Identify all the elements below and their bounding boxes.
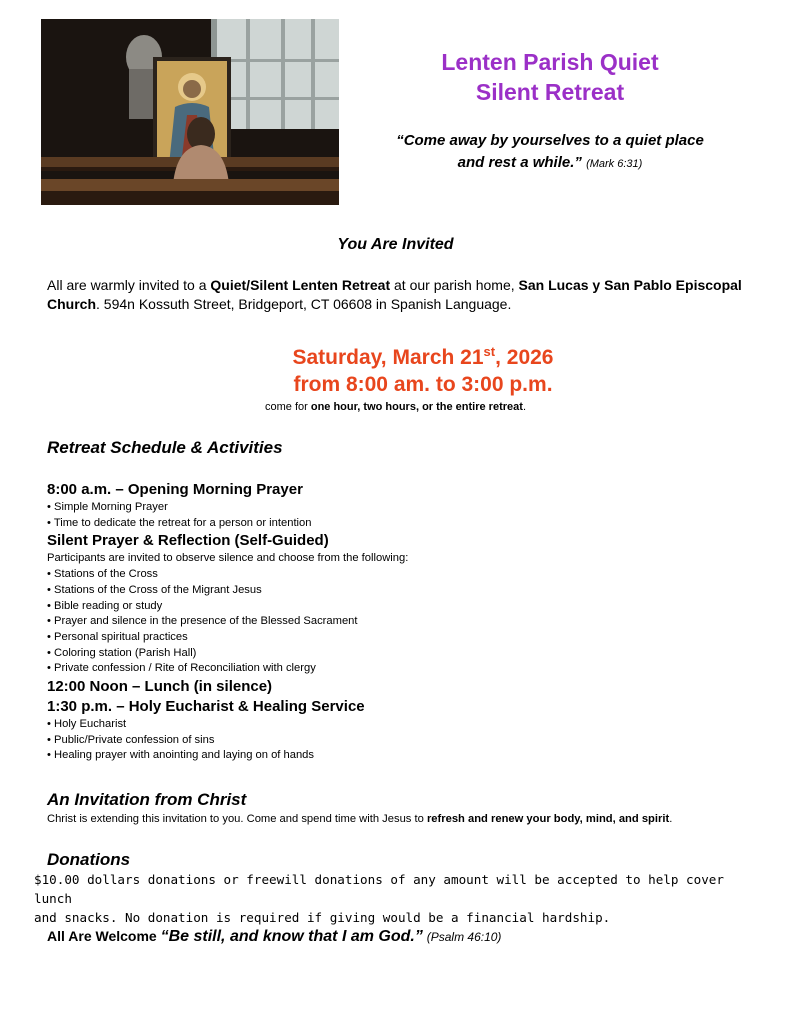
list-item: • Personal spiritual practices <box>47 630 188 643</box>
schedule-heading: Retreat Schedule & Activities <box>47 438 283 457</box>
eucharist-title: 1:30 p.m. – Holy Eucharist & Healing Service <box>47 698 365 716</box>
invite-paragraph: All are warmly invited to a Quiet/Silent Lenten Retreat at our parish home, San Lucas y San Pablo Episcopal Church. 594n Kossuth Street, Bridgeport, CT 06608 in Spanish Language. <box>47 277 742 312</box>
lunch-title: 12:00 Noon – Lunch (in silence) <box>47 678 273 696</box>
donations-line-2: and snacks. No donation is required if giving would be a financial hardship. <box>34 910 611 925</box>
donations-heading: Donations <box>47 850 131 869</box>
donations-line-1: $10.00 dollars donations or freewill donations of any amount will be accepted to help cover lunch <box>34 872 724 906</box>
event-date: Saturday, March 21st, 2026 <box>292 344 554 369</box>
schedule-list <box>47 480 767 764</box>
closing-reference: (Psalm 46:10) <box>426 930 502 944</box>
quote-reference: (Mark 6:31) <box>586 158 643 170</box>
church-name: San Lucas y San Pablo Episcopal Church <box>47 277 742 312</box>
closing-line: All Are Welcome “Be still, and know that I am God.” (Psalm 46:10) <box>47 928 502 945</box>
quote-line-2: and rest a while.” (Mark 6:31) <box>457 154 643 171</box>
retreat-name: Quiet/Silent Lenten Retreat <box>210 277 391 293</box>
list-item: • Holy Eucharist <box>47 718 127 731</box>
silent-prayer-items <box>47 551 767 677</box>
donations-text <box>34 870 754 927</box>
event-time: from 8:00 am. to 3:00 p.m. <box>293 373 553 396</box>
opening-prayer-title: 8:00 a.m. – Opening Morning Prayer <box>47 481 303 498</box>
list-item: • Public/Private confession of sins <box>47 733 215 746</box>
invitation-heading: An Invitation from Christ <box>47 790 247 809</box>
list-item: • Simple Morning Prayer <box>47 501 168 513</box>
attendance-note: come for one hour, two hours, or the entire retreat. <box>264 401 526 413</box>
eucharist-items <box>47 717 767 764</box>
quote-line-1: “Come away by yourselves to a quiet place <box>396 132 704 149</box>
list-item: • Time to dedicate the retreat for a person or intention <box>47 516 312 529</box>
list-item: • Bible reading or study <box>47 599 163 612</box>
title-line-1: Lenten Parish Quiet <box>441 49 659 75</box>
closing-quote: “Be still, and know that I am God.” <box>160 928 423 945</box>
praying-person-image <box>41 19 339 205</box>
page-title <box>380 47 720 107</box>
silent-prayer-intro: Participants are invited to observe silence and choose from the following: <box>47 552 409 565</box>
invitation-text: Christ is extending this invitation to you. Come and spend time with Jesus to refresh and renew your body, mind, and spirit. <box>47 813 673 825</box>
title-line-2: Silent Retreat <box>475 79 625 105</box>
list-item: • Private confession / Rite of Reconciliation with clergy <box>47 662 316 675</box>
silent-prayer-title: Silent Prayer & Reflection (Self-Guided) <box>47 532 329 550</box>
list-item: • Healing prayer with anointing and laying on of hands <box>47 749 314 762</box>
list-item: • Stations of the Cross <box>47 568 158 581</box>
header-quote <box>370 130 730 175</box>
list-item: • Stations of the Cross of the Migrant Jesus <box>47 583 262 596</box>
list-item: • Prayer and silence in the presence of the Blessed Sacrament <box>47 615 358 628</box>
retreat-photo <box>41 19 339 205</box>
list-item: • Coloring station (Parish Hall) <box>47 646 197 659</box>
opening-prayer-items <box>47 500 767 531</box>
invite-heading: You Are Invited <box>337 236 454 253</box>
